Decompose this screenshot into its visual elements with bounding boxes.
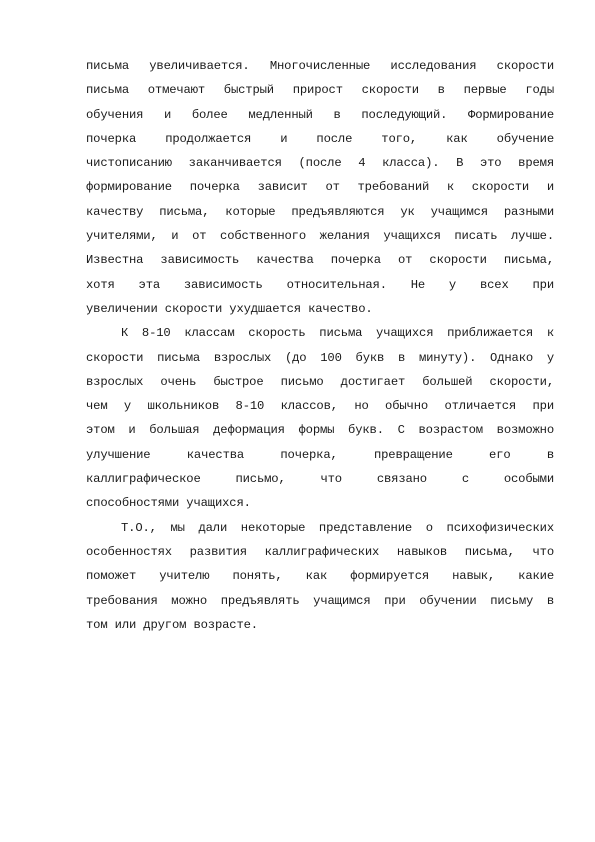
text-line: том или другом возрасте. xyxy=(86,617,258,632)
text-line: формирование почерка зависит от требований к скорости и xyxy=(86,180,554,195)
text-line: хотя эта зависимость относительная. Не у всех при xyxy=(86,277,554,292)
text-line: скорости письма взрослых (до 100 букв в минуту). Однако у xyxy=(86,350,554,365)
text-line: обучения и более медленный в последующий. Формирование xyxy=(86,107,554,122)
text-line: каллиграфическое письмо, что связано с особыми xyxy=(86,472,554,487)
text-line: качеству письма, которые предъявляются ук учащимся разными xyxy=(86,204,554,219)
text-line: чистописанию заканчивается (после 4 класса). В это время xyxy=(86,156,554,171)
paragraph-1 xyxy=(86,54,554,321)
text-line: учителями, и от собственного желания учащихся писать лучше. xyxy=(86,229,554,244)
text-line: взрослых очень быстрое письмо достигает большей скорости, xyxy=(86,374,554,389)
paragraph-3 xyxy=(86,516,554,637)
text-line: улучшение качества почерка, превращение его в xyxy=(86,447,554,462)
text-line: чем у школьников 8-10 классов, но обычно отличается при xyxy=(86,399,554,414)
text-line: письма отмечают быстрый прирост скорости в первые годы xyxy=(86,83,554,98)
text-line: Т.О., мы дали некоторые представление о психофизических xyxy=(121,520,554,535)
text-line: этом и большая деформация формы букв. С возрастом возможно xyxy=(86,423,554,438)
text-line: увеличении скорости ухудшается качество. xyxy=(86,301,373,316)
text-line: письма увеличивается. Многочисленные исследования скорости xyxy=(86,59,554,73)
paragraph-2 xyxy=(86,321,554,515)
text-line: поможет учителю понять, как формируется навык, какие xyxy=(86,569,554,584)
text-line: требования можно предъявлять учащимся при обучении письму в xyxy=(86,593,554,608)
text-line: способностями учащихся. xyxy=(86,496,251,511)
text-line: К 8-10 классам скорость письма учащихся приближается к xyxy=(121,326,554,341)
text-line: Известна зависимость качества почерка от скорости письма, xyxy=(86,253,554,268)
text-line: особенностях развития каллиграфических навыков письма, что xyxy=(86,544,554,559)
text-line: почерка продолжается и после того, как обучение xyxy=(86,131,554,146)
document-page xyxy=(86,54,554,637)
